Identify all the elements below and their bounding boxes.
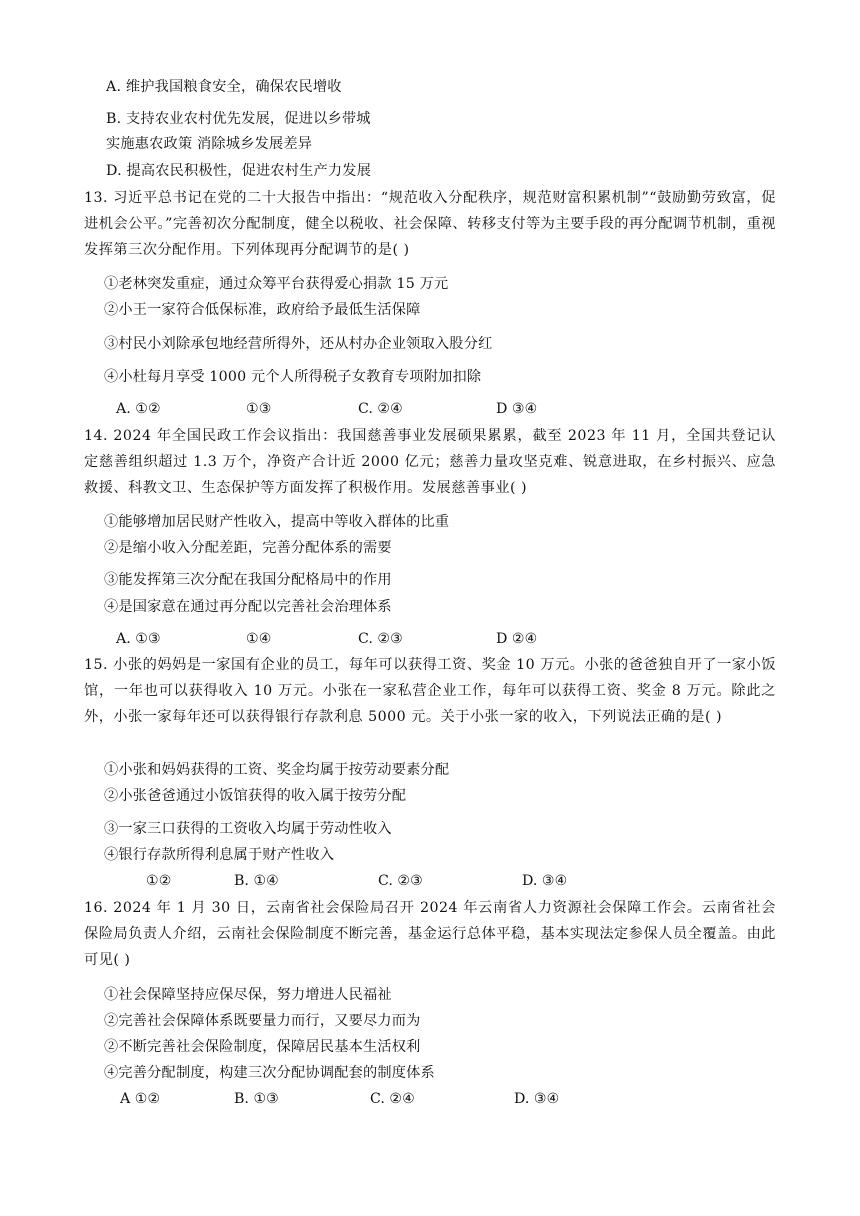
q13-choice-a[interactable]: A. ①② xyxy=(116,401,161,417)
q13-choice-c[interactable]: C. ②④ xyxy=(358,401,403,417)
q15-stem: 15. 小张的妈妈是一家国有企业的员工，每年可以获得工资、奖金 10 万元。小张的爸爸独自开了一家小饭馆，一年也可以获得收入 10 万元。小张在一家私营企业工作，每年可以获得工资、奖金 8 万元。除此之外，小张一家每年还可以获得银行存款利息 5000 元。关于小张一家的收入，下列说法正确的是( ) xyxy=(84,657,776,725)
prev-option-a: A. 维护我国粮食安全，确保农民增收 xyxy=(106,79,342,95)
q14-item-1: ①能够增加居民财产性收入，提高中等收入群体的比重 xyxy=(104,514,450,530)
q13-item-3: ③村民小刘除承包地经营所得外，还从村办企业领取入股分红 xyxy=(104,336,493,352)
q13-item-1: ①老林突发重症，通过众筹平台获得爱心捐款 15 万元 xyxy=(104,276,449,292)
q14-stem: 14. 2024 年全国民政工作会议指出：我国慈善事业发展硕果累累，截至 2023 年 11 月，全国共登记认定慈善组织超过 1.3 万个，净资产合计近 2000 亿元；慈善力量攻坚克难、锐意进取，在乡村振兴、应急救援、科教文卫、生态保护等方面发挥了积极作用。发展慈善事业( ) xyxy=(84,428,776,496)
q14-item-4: ④是国家意在通过再分配以完善社会治理体系 xyxy=(104,599,392,615)
q16-item-1: ①社会保障坚持应保尽保，努力增进人民福祉 xyxy=(104,987,392,1003)
q13-choice-b[interactable]: ①③ xyxy=(246,401,272,417)
q15-choice-b[interactable]: B. ①④ xyxy=(234,873,279,889)
q13-item-2: ②小王一家符合低保标准，政府给予最低生活保障 xyxy=(104,302,421,318)
q16-choice-c[interactable]: C. ②④ xyxy=(370,1091,415,1107)
q15-choice-c[interactable]: C. ②③ xyxy=(378,873,423,889)
q15-item-1: ①小张和妈妈获得的工资、奖金均属于按劳动要素分配 xyxy=(104,762,450,778)
q15-item-3: ③一家三口获得的工资收入均属于劳动性收入 xyxy=(104,821,392,837)
q14-choice-c[interactable]: C. ②③ xyxy=(358,631,403,647)
q15-choice-d[interactable]: D. ③④ xyxy=(522,873,568,889)
q15-choice-a[interactable]: ①② xyxy=(146,873,172,889)
q16-choice-d[interactable]: D. ③④ xyxy=(514,1091,560,1107)
q13-item-4: ④小杜每月享受 1000 元个人所得税子女教育专项附加扣除 xyxy=(104,369,482,385)
prev-option-b: B. 支持农业农村优先发展，促进以乡带城 xyxy=(106,111,371,127)
prev-option-d: D. 提高农民积极性，促进农村生产力发展 xyxy=(106,163,372,179)
q16-item-2: ②完善社会保障体系既要量力而行，又要尽力而为 xyxy=(104,1013,421,1029)
q14-item-3: ③能发挥第三次分配在我国分配格局中的作用 xyxy=(104,572,392,588)
q14-choice-a[interactable]: A. ①③ xyxy=(116,631,161,647)
q14-choice-b[interactable]: ①④ xyxy=(246,631,272,647)
q14-item-2: ②是缩小收入分配差距，完善分配体系的需要 xyxy=(104,540,392,556)
prev-option-c: 实施惠农政策 消除城乡发展差异 xyxy=(106,136,313,152)
q15-item-4: ④银行存款所得利息属于财产性收入 xyxy=(104,847,335,863)
q15-item-2: ②小张爸爸通过小饭馆获得的收入属于按劳分配 xyxy=(104,788,407,804)
q16-item-3: ②不断完善社会保险制度，保障居民基本生活权利 xyxy=(104,1039,421,1055)
q13-stem: 13. 习近平总书记在党的二十大报告中指出：“规范收入分配秩序，规范财富积累机制”“鼓励勤劳致富，促进机会公平。”完善初次分配制度，健全以税收、社会保障、转移支付等为主要手段的再分配调节机制，重视发挥第三次分配作用。下列体现再分配调节的是( ) xyxy=(84,190,776,258)
q14-choice-d[interactable]: D ②④ xyxy=(496,631,538,647)
q16-choice-b[interactable]: B. ①③ xyxy=(234,1091,279,1107)
q16-item-4: ④完善分配制度，构建三次分配协调配套的制度体系 xyxy=(104,1065,435,1081)
q16-stem: 16. 2024 年 1 月 30 日，云南省社会保险局召开 2024 年云南省人力资源社会保障工作会。云南省社会保险局负责人介绍，云南社会保险制度不断完善，基金运行总体平稳，基本实现法定参保人员全覆盖。由此可见( ) xyxy=(84,900,776,968)
q16-choice-a[interactable]: A ①② xyxy=(120,1091,161,1107)
q13-choice-d[interactable]: D ③④ xyxy=(496,401,538,417)
